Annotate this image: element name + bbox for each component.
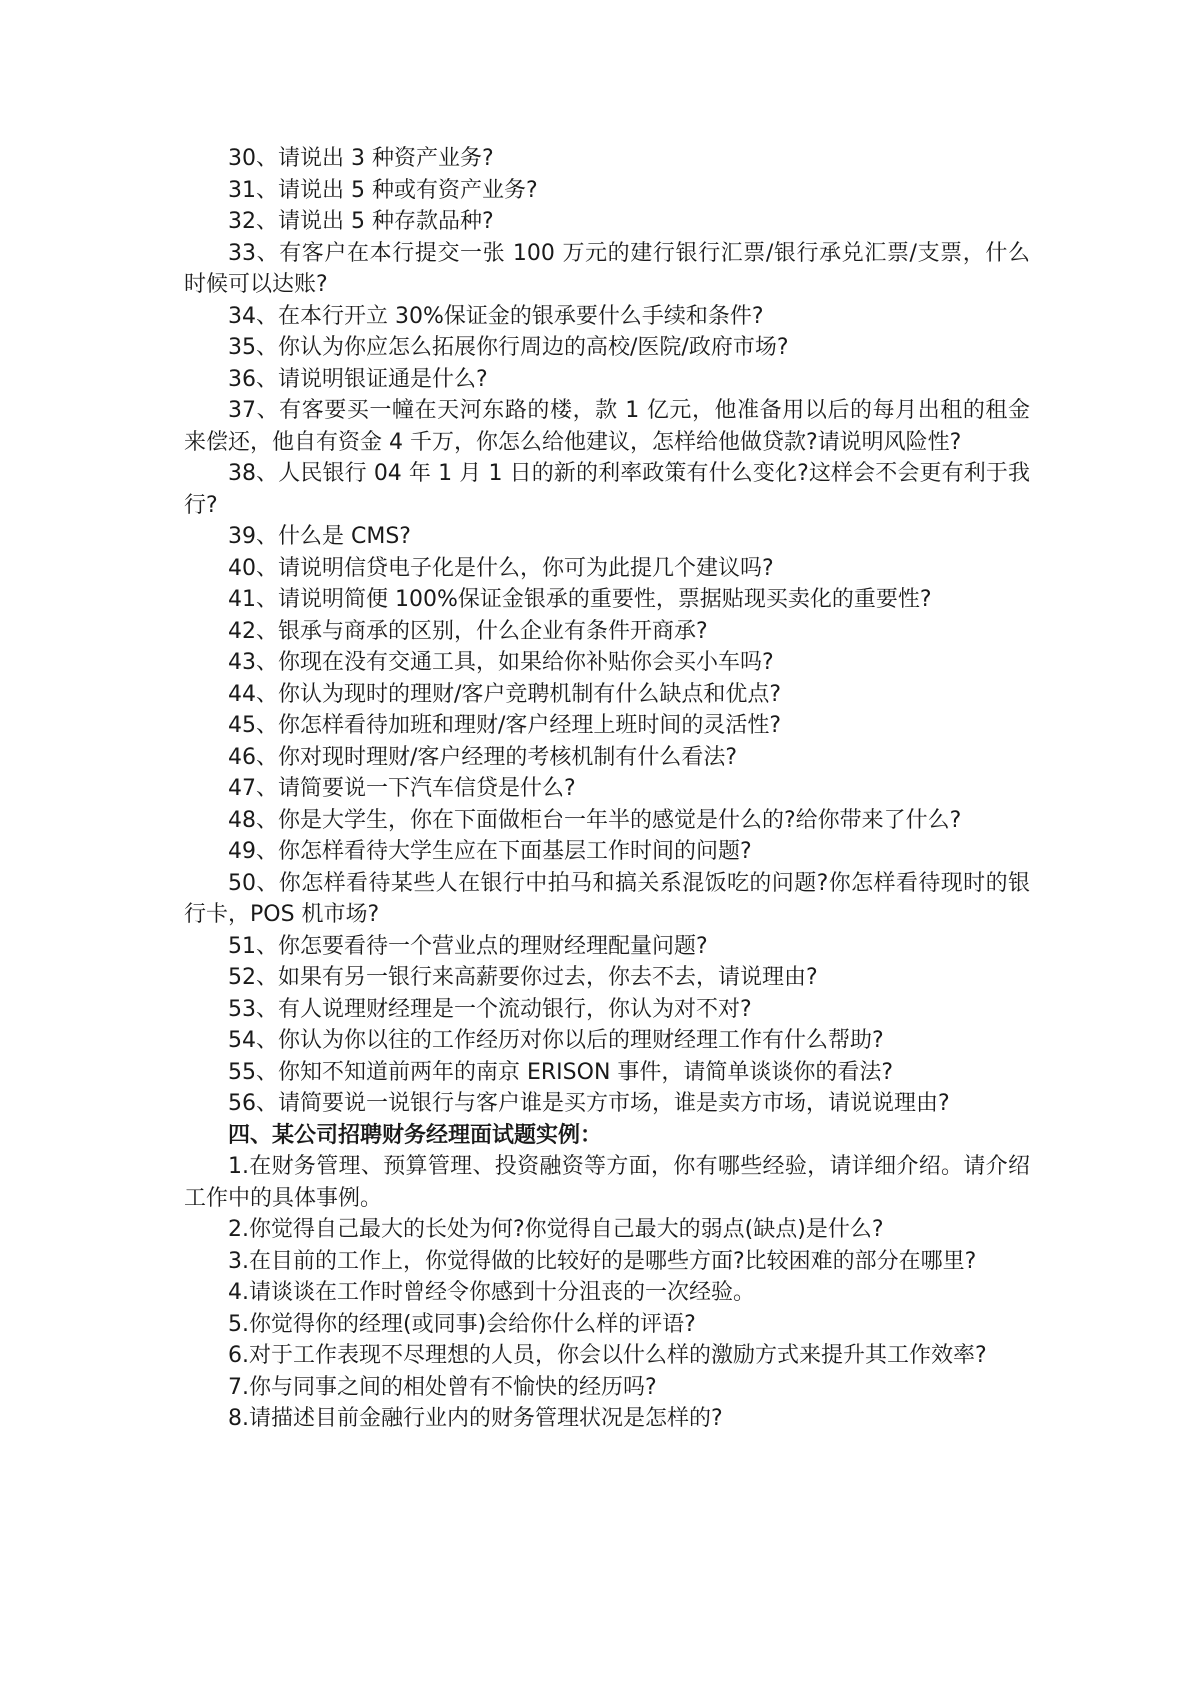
question-55: 55、你知不知道前两年的南京 ERISON 事件，请简单谈谈你的看法? xyxy=(228,1059,894,1085)
question-44: 44、你认为现时的理财/客户竞聘机制有什么缺点和优点? xyxy=(228,681,782,707)
question-43: 43、你现在没有交通工具，如果给你补贴你会买小车吗? xyxy=(228,650,774,675)
finance-question-1: 1.在财务管理、预算管理、投资融资等方面，你有哪些经验，请详细介绍。请介绍工作中的具体事例。 xyxy=(184,1154,1030,1211)
finance-question-5: 5.你觉得你的经理(或同事)会给你什么样的评语? xyxy=(228,1311,696,1337)
question-48: 48、你是大学生，你在下面做柜台一年半的感觉是什么的?给你带来了什么? xyxy=(228,807,962,833)
question-53: 53、有人说理财经理是一个流动银行，你认为对不对? xyxy=(228,996,752,1022)
question-52: 52、如果有另一银行来高薪要你过去，你去不去，请说理由? xyxy=(228,965,818,990)
finance-question-7: 7.你与同事之间的相处曾有不愉快的经历吗? xyxy=(228,1374,657,1400)
question-30: 30、请说出 3 种资产业务? xyxy=(228,146,494,171)
question-31: 31、请说出 5 种或有资产业务? xyxy=(228,177,538,203)
question-56: 56、请简要说一说银行与客户谁是买方市场，谁是卖方市场，请说说理由? xyxy=(228,1091,950,1116)
section-heading: 四、某公司招聘财务经理面试题实例： xyxy=(228,1122,603,1148)
finance-question-4: 4.请谈谈在工作时曾经令你感到十分沮丧的一次经验。 xyxy=(228,1280,755,1305)
question-36: 36、请说明银证通是什么? xyxy=(228,366,488,392)
question-39: 39、什么是 CMS? xyxy=(228,524,411,549)
question-45: 45、你怎样看待加班和理财/客户经理上班时间的灵活性? xyxy=(228,713,782,738)
question-35: 35、你认为你应怎么拓展你行周边的高校/医院/政府市场? xyxy=(228,335,789,360)
finance-question-2: 2.你觉得自己最大的长处为何?你觉得自己最大的弱点(缺点)是什么? xyxy=(228,1217,884,1242)
question-47: 47、请简要说一下汽车信贷是什么? xyxy=(228,776,576,801)
finance-question-3: 3.在目前的工作上，你觉得做的比较好的是哪些方面?比较困难的部分在哪里? xyxy=(228,1248,977,1274)
question-51: 51、你怎要看待一个营业点的理财经理配量问题? xyxy=(228,933,708,959)
question-50: 50、你怎样看待某些人在银行中拍马和搞关系混饭吃的问题?你怎样看待现时的银行卡，POS 机市场? xyxy=(184,870,1030,927)
question-40: 40、请说明信贷电子化是什么，你可为此提几个建议吗? xyxy=(228,555,774,581)
question-34: 34、在本行开立 30%保证金的银承要什么手续和条件? xyxy=(228,303,764,329)
question-41: 41、请说明简便 100%保证金银承的重要性，票据贴现买卖化的重要性? xyxy=(228,587,932,612)
question-49: 49、你怎样看待大学生应在下面基层工作时间的问题? xyxy=(228,839,752,864)
question-38: 38、人民银行 04 年 1 月 1 日的新的利率政策有什么变化?这样会不会更有利于我行? xyxy=(184,461,1030,518)
question-32: 32、请说出 5 种存款品种? xyxy=(228,209,494,234)
finance-question-8: 8.请描述目前金融行业内的财务管理状况是怎样的? xyxy=(228,1406,723,1431)
question-33: 33、有客户在本行提交一张 100 万元的建行银行汇票/银行承兑汇票/支票，什么时候可以达账? xyxy=(184,240,1030,297)
question-54: 54、你认为你以往的工作经历对你以后的理财经理工作有什么帮助? xyxy=(228,1028,884,1053)
question-46: 46、你对现时理财/客户经理的考核机制有什么看法? xyxy=(228,744,738,770)
document-page xyxy=(184,143,1030,1435)
finance-question-6: 6.对于工作表现不尽理想的人员，你会以什么样的激励方式来提升其工作效率? xyxy=(228,1343,987,1368)
question-37: 37、有客要买一幢在天河东路的楼，款 1 亿元，他准备用以后的每月出租的租金来偿还，他自有资金 4 千万，你怎么给他建议，怎样给他做贷款?请说明风险性? xyxy=(184,398,1030,455)
question-42: 42、银承与商承的区别，什么企业有条件开商承? xyxy=(228,618,708,644)
